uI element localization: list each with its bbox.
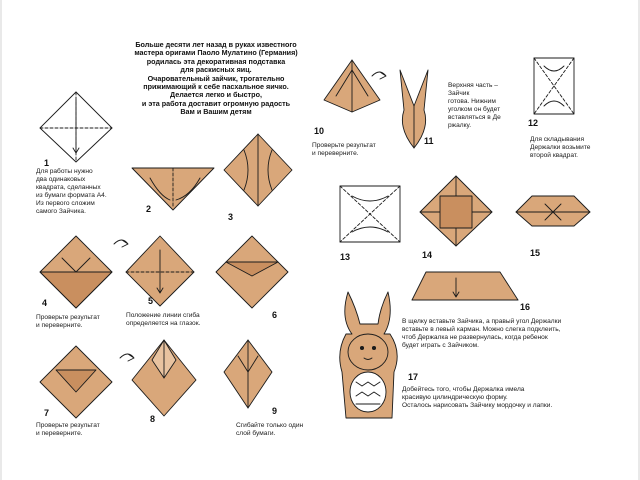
intro-text: Больше десяти лет назад в руках известного мастера оригами Паоло Мулатино (Германия) родилась эта декоративная подставка для раскисных яиц. Очаровательный зайчик, трогательно прижимающий к себе пасхальное яичко. Делается легко и быстро, и эта работа доставит огромную радость Вам и Вашим детям xyxy=(134,40,298,117)
step-12-figure xyxy=(534,58,574,114)
step-8-number: 8 xyxy=(150,414,156,424)
step-17-caption: Добейтесь того, чтобы Держалка имела красивую цилиндрическую форму. Осталось нарисовать Зайчику мордочку и лапки. xyxy=(402,386,553,409)
flip-arrow-4 xyxy=(114,240,128,247)
step-5-figure xyxy=(126,236,194,306)
step-10-caption: Проверьте результат и переверните. xyxy=(312,142,376,157)
flip-arrow-7 xyxy=(120,354,134,361)
step-2-figure xyxy=(132,168,214,210)
step-11-number: 11 xyxy=(424,136,434,146)
step-3-figure xyxy=(224,134,292,206)
step-14-figure xyxy=(420,176,492,246)
flip-arrow-10 xyxy=(372,72,386,79)
step-17-number: 17 xyxy=(408,372,419,382)
step-7-figure xyxy=(40,346,112,418)
step-8-figure xyxy=(132,340,196,416)
step-14-number: 14 xyxy=(422,250,433,260)
step-13-figure xyxy=(340,186,400,242)
step-12-caption: Для складывания Держалки возьмите второй квадрат. xyxy=(530,136,591,159)
step-16-figure xyxy=(412,272,518,300)
step-4-number: 4 xyxy=(42,298,48,308)
step-17-figure xyxy=(340,292,397,418)
step-15-number: 15 xyxy=(530,248,541,258)
step-1-number: 1 xyxy=(44,158,50,168)
step-1-caption: Для работы нужно два одинаковых квадрата, сделанных из бумаги формата А4. Из первого сложим самого Зайчика. xyxy=(36,168,107,215)
step-16-caption: В щелку вставьте Зайчика, а правый угол Держалки вставьте в левый карман. Можно слегка подклеить, чтоб Держалка не развернулась, когда ребенок будет играть с Зайчиком. xyxy=(402,318,562,349)
step-5-number: 5 xyxy=(148,296,154,306)
step-10-number: 10 xyxy=(314,126,325,136)
step-6-figure xyxy=(216,236,288,308)
step-10-figure xyxy=(324,60,380,112)
step-7-number: 7 xyxy=(44,408,50,418)
step-11-caption: Верхняя часть – Зайчик готова. Нижним уголком он будет вставляться в Де ржалку. xyxy=(448,82,501,129)
step-5-caption: Положение линии сгиба определяется на глазок. xyxy=(126,312,201,327)
step-9-caption: Сгибайте только один слой бумаги. xyxy=(236,422,304,437)
step-4-caption: Проверьте результат и переверните. xyxy=(36,314,100,329)
step-7-caption: Проверьте результат и переверните. xyxy=(36,422,100,437)
step-6-number: 6 xyxy=(272,310,278,320)
step-15-figure xyxy=(516,196,590,226)
step-4-figure xyxy=(40,236,112,308)
step-9-figure xyxy=(224,340,272,408)
step-12-number: 12 xyxy=(528,118,539,128)
step-13-number: 13 xyxy=(340,252,351,262)
step-3-number: 3 xyxy=(228,212,234,222)
step-9-number: 9 xyxy=(272,406,278,416)
step-16-number: 16 xyxy=(520,302,531,312)
step-1-figure xyxy=(40,92,112,162)
step-2-number: 2 xyxy=(146,204,152,214)
